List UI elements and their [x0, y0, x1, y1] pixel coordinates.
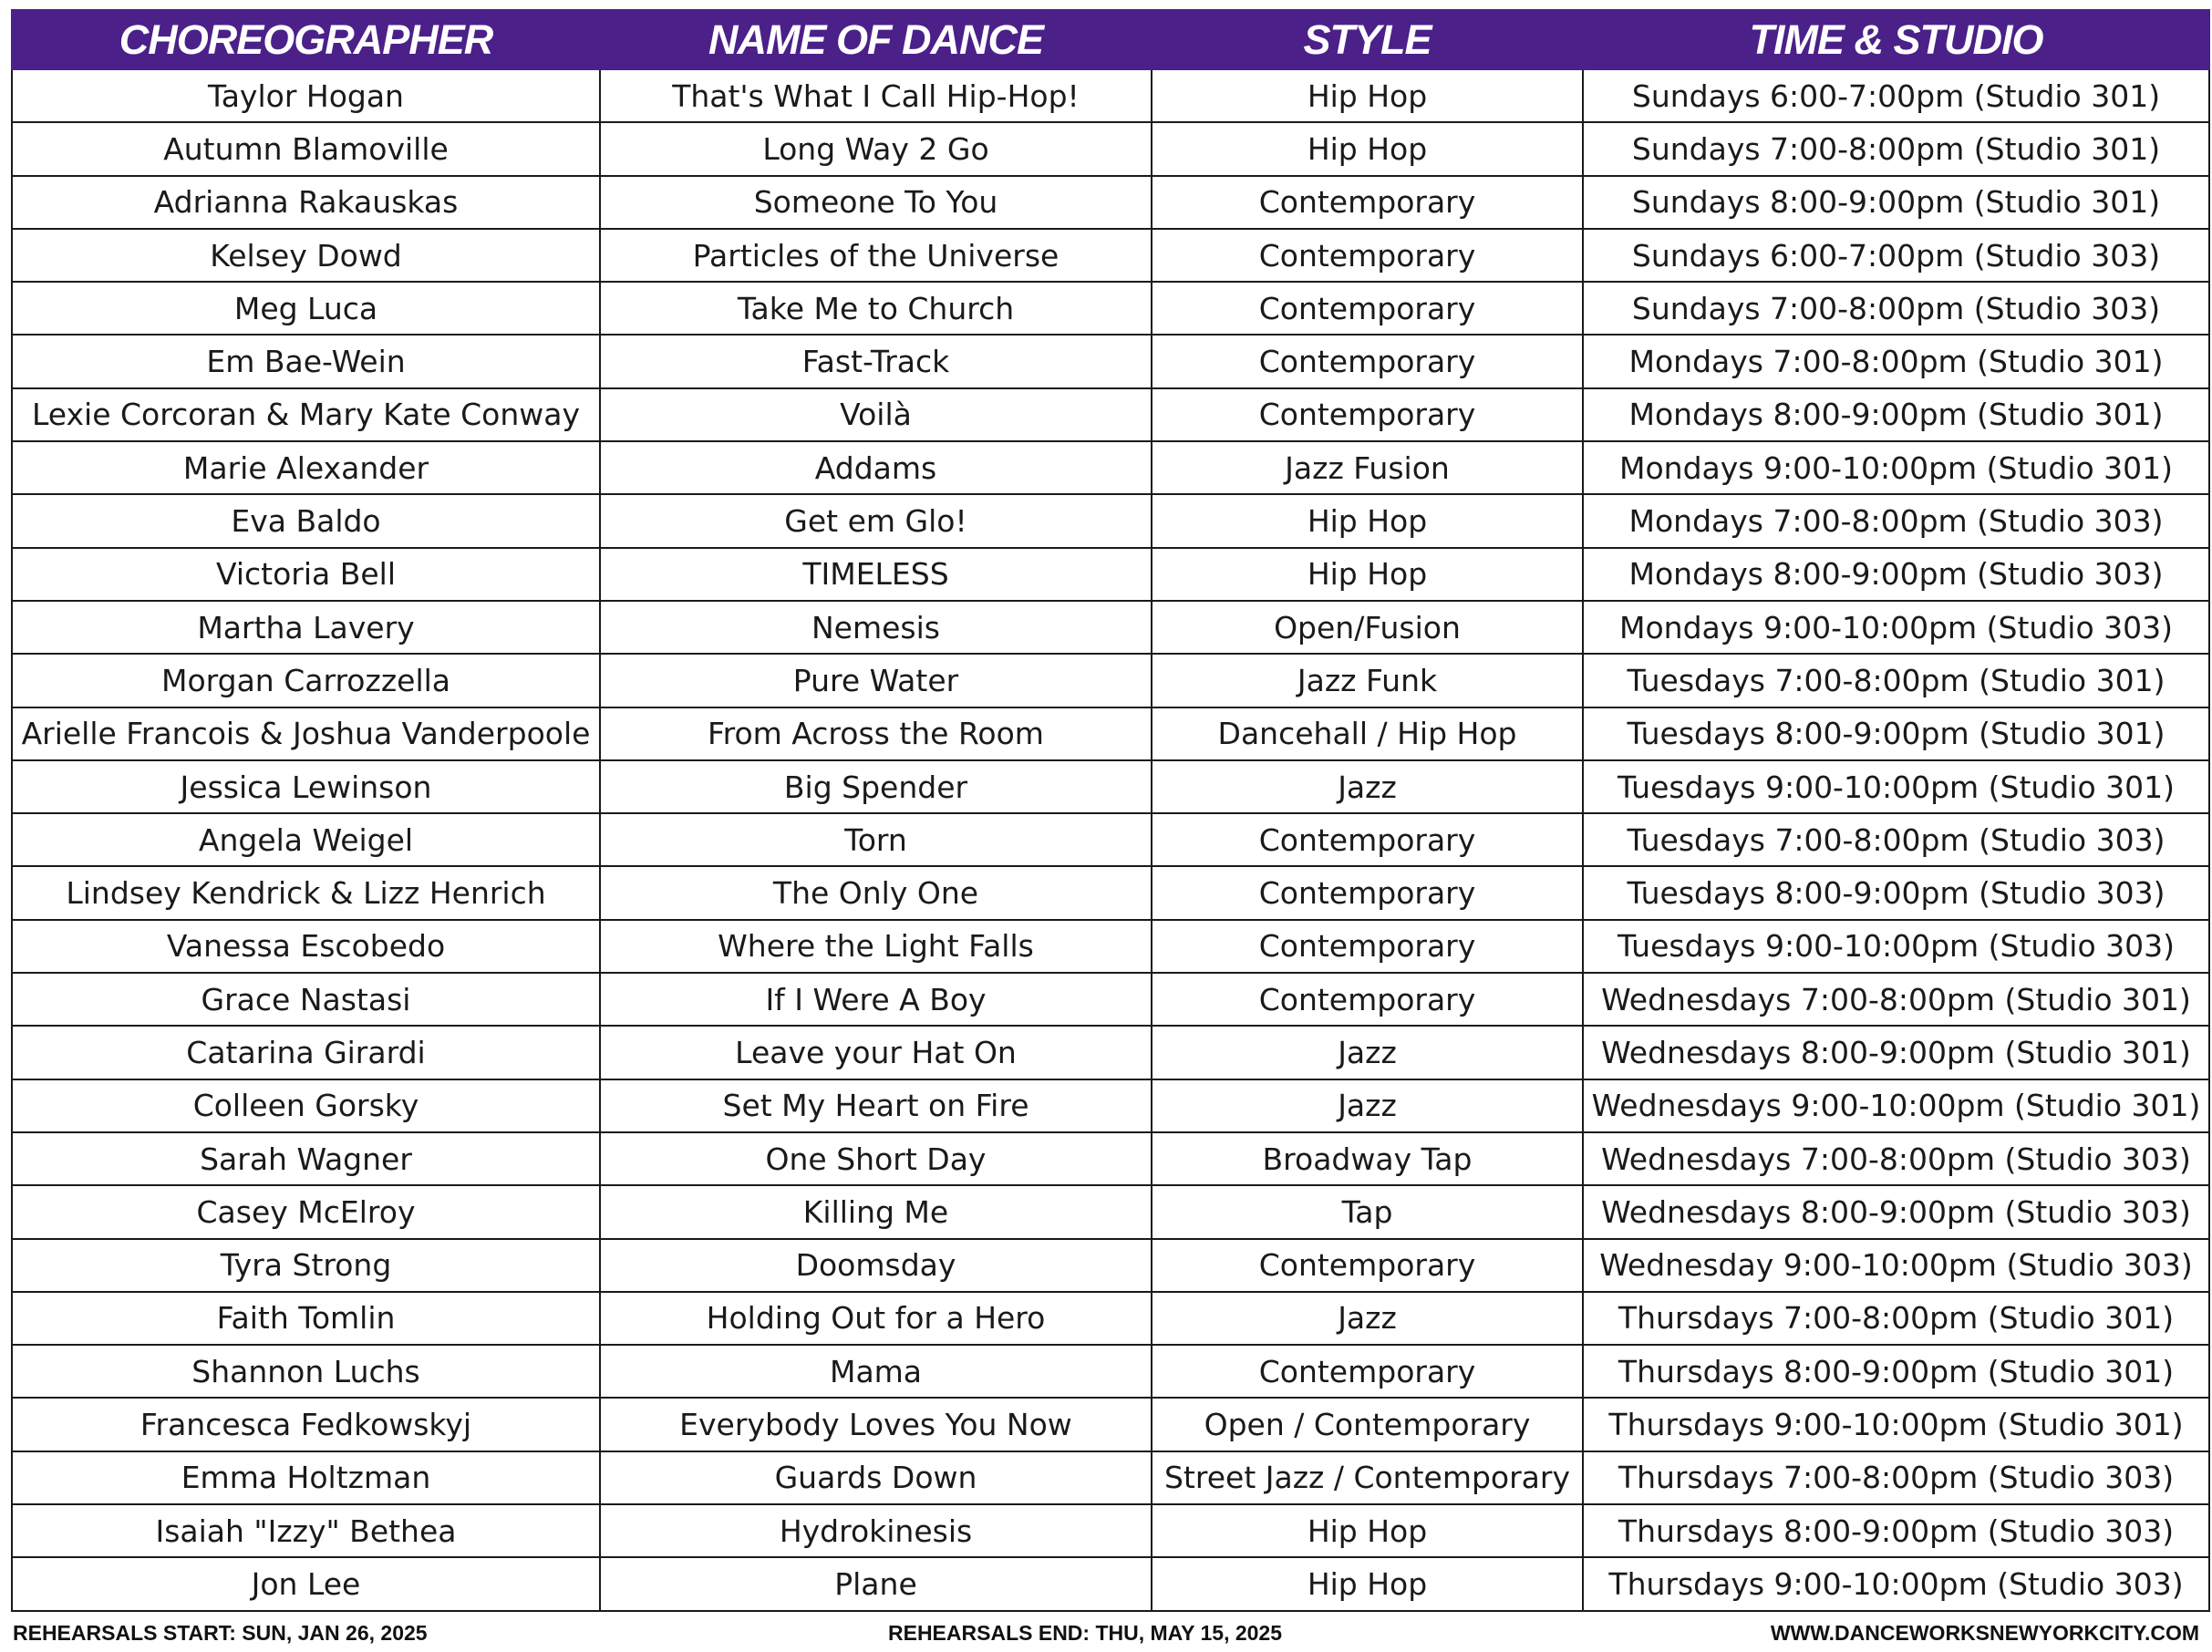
dance-name-cell: Addams: [600, 441, 1152, 494]
time-studio-cell: Thursdays 9:00-10:00pm (Studio 301): [1583, 1398, 2209, 1451]
time-studio-cell: Thursdays 7:00-8:00pm (Studio 301): [1583, 1292, 2209, 1345]
dance-name-cell: Mama: [600, 1345, 1152, 1398]
choreographer-cell: Emma Holtzman: [12, 1451, 600, 1504]
choreographer-cell: Morgan Carrozzella: [12, 654, 600, 707]
rehearsals-end: REHEARSALS END: THU, MAY 15, 2025: [888, 1621, 1283, 1645]
style-cell: Contemporary: [1152, 813, 1583, 866]
choreographer-cell: Lexie Corcoran & Mary Kate Conway: [12, 388, 600, 441]
choreographer-cell: Marie Alexander: [12, 441, 600, 494]
style-cell: Contemporary: [1152, 176, 1583, 229]
style-cell: Hip Hop: [1152, 548, 1583, 601]
dance-name-cell: Where the Light Falls: [600, 920, 1152, 973]
dance-name-cell: Nemesis: [600, 601, 1152, 654]
footer: [13, 1621, 2199, 1648]
choreographer-cell: Meg Luca: [12, 282, 600, 335]
style-cell: Tap: [1152, 1185, 1583, 1238]
choreographer-cell: Shannon Luchs: [12, 1345, 600, 1398]
dance-name-cell: Pure Water: [600, 654, 1152, 707]
style-cell: Jazz Fusion: [1152, 441, 1583, 494]
dance-name-cell: Leave your Hat On: [600, 1026, 1152, 1079]
dance-name-cell: Long Way 2 Go: [600, 122, 1152, 175]
dance-name-cell: Fast-Track: [600, 335, 1152, 387]
dance-name-cell: Voilà: [600, 388, 1152, 441]
table-row: [12, 973, 2209, 1026]
table-row: [12, 229, 2209, 282]
style-cell: Open / Contemporary: [1152, 1398, 1583, 1451]
choreographer-cell: Francesca Fedkowskyj: [12, 1398, 600, 1451]
table-row: [12, 69, 2209, 122]
style-cell: Contemporary: [1152, 335, 1583, 387]
style-cell: Jazz: [1152, 1026, 1583, 1079]
style-cell: Contemporary: [1152, 229, 1583, 282]
table-row: [12, 176, 2209, 229]
table-row: [12, 1398, 2209, 1451]
header-time-studio: TIME & STUDIO: [1583, 10, 2209, 69]
table-body: [12, 69, 2209, 1611]
time-studio-cell: Tuesdays 9:00-10:00pm (Studio 301): [1583, 760, 2209, 813]
time-studio-cell: Tuesdays 7:00-8:00pm (Studio 301): [1583, 654, 2209, 707]
table-row: [12, 1132, 2209, 1185]
time-studio-cell: Wednesdays 8:00-9:00pm (Studio 301): [1583, 1026, 2209, 1079]
dance-name-cell: The Only One: [600, 866, 1152, 919]
dance-name-cell: Killing Me: [600, 1185, 1152, 1238]
style-cell: Street Jazz / Contemporary: [1152, 1451, 1583, 1504]
choreographer-cell: Jessica Lewinson: [12, 760, 600, 813]
table-row: [12, 760, 2209, 813]
time-studio-cell: Sundays 7:00-8:00pm (Studio 303): [1583, 282, 2209, 335]
website-link[interactable]: WWW.DANCEWORKSNEWYORKCITY.COM: [1770, 1621, 2199, 1645]
style-cell: Broadway Tap: [1152, 1132, 1583, 1185]
choreographer-cell: Arielle Francois & Joshua Vanderpoole: [12, 707, 600, 760]
table-row: [12, 601, 2209, 654]
dance-name-cell: Someone To You: [600, 176, 1152, 229]
time-studio-cell: Mondays 8:00-9:00pm (Studio 301): [1583, 388, 2209, 441]
dance-name-cell: That's What I Call Hip-Hop!: [600, 69, 1152, 122]
time-studio-cell: Wednesdays 7:00-8:00pm (Studio 301): [1583, 973, 2209, 1026]
choreographer-cell: Angela Weigel: [12, 813, 600, 866]
choreographer-cell: Taylor Hogan: [12, 69, 600, 122]
time-studio-cell: Thursdays 9:00-10:00pm (Studio 303): [1583, 1557, 2209, 1610]
table-row: [12, 1239, 2209, 1292]
rehearsal-schedule-table: [11, 9, 2210, 1612]
time-studio-cell: Mondays 9:00-10:00pm (Studio 301): [1583, 441, 2209, 494]
style-cell: Jazz: [1152, 760, 1583, 813]
style-cell: Jazz: [1152, 1292, 1583, 1345]
header-style: STYLE: [1152, 10, 1583, 69]
table-row: [12, 441, 2209, 494]
choreographer-cell: Sarah Wagner: [12, 1132, 600, 1185]
table-row: [12, 1504, 2209, 1557]
table-row: [12, 335, 2209, 387]
dance-name-cell: Big Spender: [600, 760, 1152, 813]
choreographer-cell: Lindsey Kendrick & Lizz Henrich: [12, 866, 600, 919]
choreographer-cell: Faith Tomlin: [12, 1292, 600, 1345]
style-cell: Contemporary: [1152, 973, 1583, 1026]
choreographer-cell: Em Bae-Wein: [12, 335, 600, 387]
table-row: [12, 1557, 2209, 1610]
style-cell: Contemporary: [1152, 1345, 1583, 1398]
time-studio-cell: Tuesdays 8:00-9:00pm (Studio 301): [1583, 707, 2209, 760]
style-cell: Hip Hop: [1152, 1504, 1583, 1557]
table-row: [12, 122, 2209, 175]
dance-name-cell: TIMELESS: [600, 548, 1152, 601]
choreographer-cell: Martha Lavery: [12, 601, 600, 654]
style-cell: Contemporary: [1152, 282, 1583, 335]
dance-name-cell: Take Me to Church: [600, 282, 1152, 335]
dance-name-cell: Holding Out for a Hero: [600, 1292, 1152, 1345]
dance-name-cell: Plane: [600, 1557, 1152, 1610]
time-studio-cell: Wednesday 9:00-10:00pm (Studio 303): [1583, 1239, 2209, 1292]
choreographer-cell: Autumn Blamoville: [12, 122, 600, 175]
time-studio-cell: Thursdays 7:00-8:00pm (Studio 303): [1583, 1451, 2209, 1504]
choreographer-cell: Eva Baldo: [12, 494, 600, 547]
time-studio-cell: Wednesdays 9:00-10:00pm (Studio 301): [1583, 1079, 2209, 1132]
dance-name-cell: Get em Glo!: [600, 494, 1152, 547]
dance-name-cell: One Short Day: [600, 1132, 1152, 1185]
table-row: [12, 388, 2209, 441]
table-row: [12, 813, 2209, 866]
choreographer-cell: Jon Lee: [12, 1557, 600, 1610]
dance-name-cell: Set My Heart on Fire: [600, 1079, 1152, 1132]
dance-name-cell: Guards Down: [600, 1451, 1152, 1504]
style-cell: Contemporary: [1152, 866, 1583, 919]
time-studio-cell: Mondays 9:00-10:00pm (Studio 303): [1583, 601, 2209, 654]
dance-name-cell: Torn: [600, 813, 1152, 866]
choreographer-cell: Victoria Bell: [12, 548, 600, 601]
table-row: [12, 1345, 2209, 1398]
choreographer-cell: Kelsey Dowd: [12, 229, 600, 282]
time-studio-cell: Tuesdays 9:00-10:00pm (Studio 303): [1583, 920, 2209, 973]
style-cell: Hip Hop: [1152, 494, 1583, 547]
style-cell: Open/Fusion: [1152, 601, 1583, 654]
dance-name-cell: Everybody Loves You Now: [600, 1398, 1152, 1451]
table-row: [12, 494, 2209, 547]
time-studio-cell: Sundays 6:00-7:00pm (Studio 303): [1583, 229, 2209, 282]
rehearsals-start: REHEARSALS START: SUN, JAN 26, 2025: [13, 1621, 428, 1645]
table-header: [12, 10, 2209, 69]
header-choreographer: CHOREOGRAPHER: [12, 10, 600, 69]
choreographer-cell: Vanessa Escobedo: [12, 920, 600, 973]
time-studio-cell: Mondays 7:00-8:00pm (Studio 301): [1583, 335, 2209, 387]
table-row: [12, 548, 2209, 601]
choreographer-cell: Catarina Girardi: [12, 1026, 600, 1079]
style-cell: Contemporary: [1152, 1239, 1583, 1292]
table-row: [12, 1292, 2209, 1345]
dance-name-cell: Particles of the Universe: [600, 229, 1152, 282]
choreographer-cell: Adrianna Rakauskas: [12, 176, 600, 229]
time-studio-cell: Sundays 8:00-9:00pm (Studio 301): [1583, 176, 2209, 229]
choreographer-cell: Colleen Gorsky: [12, 1079, 600, 1132]
dance-name-cell: If I Were A Boy: [600, 973, 1152, 1026]
time-studio-cell: Thursdays 8:00-9:00pm (Studio 303): [1583, 1504, 2209, 1557]
time-studio-cell: Wednesdays 7:00-8:00pm (Studio 303): [1583, 1132, 2209, 1185]
style-cell: Hip Hop: [1152, 122, 1583, 175]
dance-name-cell: Hydrokinesis: [600, 1504, 1152, 1557]
table-row: [12, 1079, 2209, 1132]
table-row: [12, 654, 2209, 707]
table-row: [12, 866, 2209, 919]
style-cell: Hip Hop: [1152, 1557, 1583, 1610]
style-cell: Contemporary: [1152, 920, 1583, 973]
dance-name-cell: Doomsday: [600, 1239, 1152, 1292]
table-row: [12, 1451, 2209, 1504]
time-studio-cell: Mondays 7:00-8:00pm (Studio 303): [1583, 494, 2209, 547]
time-studio-cell: Sundays 6:00-7:00pm (Studio 301): [1583, 69, 2209, 122]
time-studio-cell: Thursdays 8:00-9:00pm (Studio 301): [1583, 1345, 2209, 1398]
style-cell: Contemporary: [1152, 388, 1583, 441]
table-row: [12, 1185, 2209, 1238]
choreographer-cell: Grace Nastasi: [12, 973, 600, 1026]
style-cell: Jazz: [1152, 1079, 1583, 1132]
table-row: [12, 920, 2209, 973]
table-row: [12, 707, 2209, 760]
time-studio-cell: Wednesdays 8:00-9:00pm (Studio 303): [1583, 1185, 2209, 1238]
dance-name-cell: From Across the Room: [600, 707, 1152, 760]
table-row: [12, 1026, 2209, 1079]
time-studio-cell: Sundays 7:00-8:00pm (Studio 301): [1583, 122, 2209, 175]
style-cell: Jazz Funk: [1152, 654, 1583, 707]
choreographer-cell: Casey McElroy: [12, 1185, 600, 1238]
style-cell: Hip Hop: [1152, 69, 1583, 122]
time-studio-cell: Tuesdays 7:00-8:00pm (Studio 303): [1583, 813, 2209, 866]
choreographer-cell: Tyra Strong: [12, 1239, 600, 1292]
header-row: [12, 10, 2209, 69]
choreographer-cell: Isaiah "Izzy" Bethea: [12, 1504, 600, 1557]
table-row: [12, 282, 2209, 335]
header-name-of-dance: NAME OF DANCE: [600, 10, 1152, 69]
time-studio-cell: Tuesdays 8:00-9:00pm (Studio 303): [1583, 866, 2209, 919]
style-cell: Dancehall / Hip Hop: [1152, 707, 1583, 760]
time-studio-cell: Mondays 8:00-9:00pm (Studio 303): [1583, 548, 2209, 601]
